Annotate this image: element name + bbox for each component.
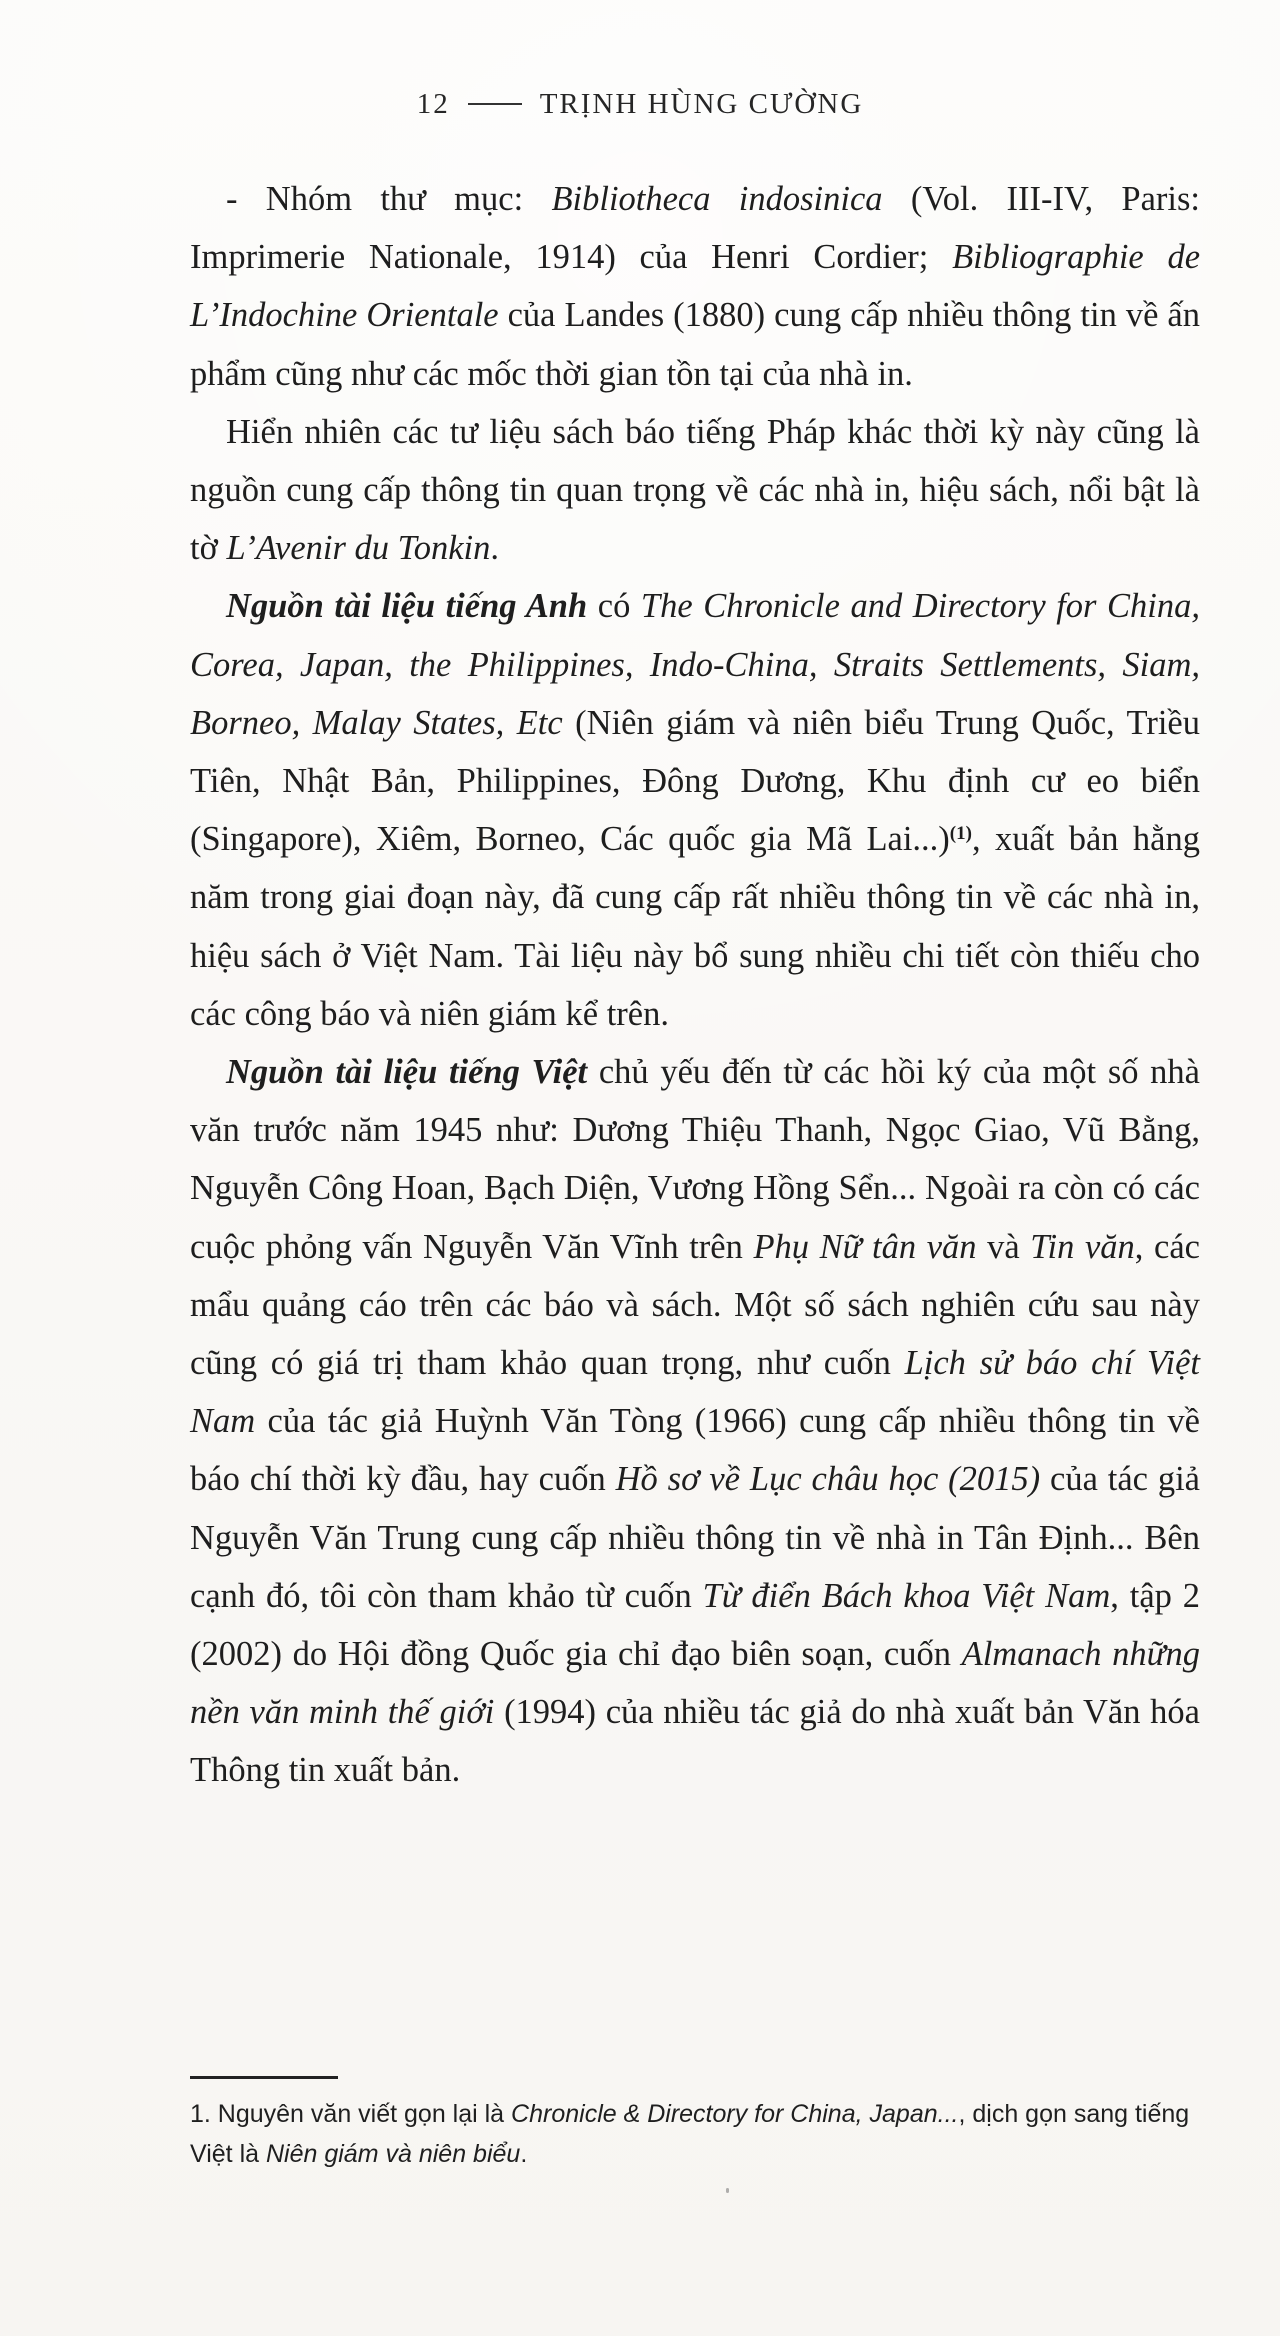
header-dash (468, 103, 522, 105)
book-title: Từ điển Bách khoa Việt Nam (702, 1576, 1111, 1615)
footnote-divider (190, 2076, 338, 2079)
text-run: và (976, 1227, 1031, 1266)
text-run: - Nhóm thư mục: (226, 180, 552, 218)
text-run: , dịch gọn sang tiếng Việt là (190, 2100, 1190, 2168)
text-run: . (490, 529, 499, 568)
footnote (190, 2094, 1200, 2174)
section-lead: Nguồn tài liệu tiếng Việt (226, 1053, 588, 1092)
footnote-title: Chronicle & Directory for China, Japan... (511, 2100, 959, 2128)
section-lead: Nguồn tài liệu tiếng Anh (226, 587, 588, 626)
paragraph-vietnamese-sources (190, 1043, 1200, 1800)
text-run: 1. Nguyên văn viết gọn lại là (190, 2100, 512, 2128)
book-title: The Chronicle and Directory for China, Corea, Japan, the Philippines, Indo-China, Straits Settlements, Siam, Borneo, Malay States, Etc (190, 587, 1201, 742)
text-run: của tác giả Nguyễn Văn Trung cung cấp nhiều thông tin về nhà in Tân Định... Bên cạnh đó, tôi còn tham khảo từ cuốn (190, 1460, 1200, 1615)
paragraph-english-sources (190, 577, 1200, 1043)
newspaper-title: L’Avenir du Tonkin (226, 529, 491, 568)
text-run: (Niên giám và niên biểu Trung Quốc, Triều Tiên, Nhật Bản, Philippines, Đông Dương, Khu định cư eo biển (Singapore), Xiêm, Borneo, Các quốc gia Mã Lai...) (190, 703, 1200, 859)
text-run: chủ yếu đến từ các hồi ký của một số nhà văn trước năm 1945 như: Dương Thiệu Thanh, Ngọc Giao, Vũ Bằng, Nguyễn Công Hoan, Bạch Diện, Vương Hồng Sển... Ngoài ra còn có các cuộc phỏng vấn Nguyễn Văn Vĩnh trên (190, 1053, 1200, 1266)
footnote-marker: (1) (949, 823, 972, 845)
paragraph-bibliography (190, 170, 1200, 403)
text-run: Hiển nhiên các tư liệu sách báo tiếng Pháp khác thời kỳ này cũng là nguồn cung cấp thông tin quan trọng về các nhà in, hiệu sách, nổi bật là tờ (190, 412, 1200, 568)
text-run: . (520, 2140, 528, 2168)
paragraph-french-sources (190, 403, 1200, 578)
text-run: của Landes (1880) cung cấp nhiều thông tin về ấn phẩm cũng như các mốc thời gian tồn tại của nhà in. (190, 296, 1200, 393)
text-run: , các mẩu quảng cáo trên các báo và sách. Một số sách nghiên cứu sau này cũng có giá trị tham khảo quan trọng, như cuốn (190, 1227, 1200, 1383)
footnote-title: Niên giám và niên biểu (265, 2140, 521, 2168)
text-run: của tác giả Huỳnh Văn Tòng (1966) cung cấp nhiều thông tin về báo chí thời kỳ đầu, hay cuốn (190, 1402, 1200, 1499)
book-title: Almanach những nền văn minh thế giới (190, 1635, 1200, 1732)
newspaper-title: Tin văn (1030, 1227, 1135, 1266)
newspaper-title: Phụ Nữ tân văn (753, 1227, 977, 1266)
book-title: Lịch sử báo chí Việt Nam (190, 1344, 1200, 1441)
paper-speck (726, 2188, 729, 2193)
text-run: (1994) của nhiều tác giả do nhà xuất bản Văn hóa Thông tin xuất bản. (190, 1693, 1200, 1790)
running-header (0, 88, 1280, 121)
text-run: (Vol. III-IV, Paris: Imprimerie Nationale, 1914) của Henri Cordier; (190, 180, 1200, 277)
body-text (190, 170, 1200, 1800)
page-number: 12 (416, 88, 450, 120)
text-run: , tập 2 (2002) do Hội đồng Quốc gia chỉ đạo biên soạn, cuốn (190, 1576, 1200, 1674)
book-title: Hồ sơ về Lục châu học (2015) (615, 1460, 1041, 1499)
text-run: , xuất bản hằng năm trong giai đoạn này, đã cung cấp rất nhiều thông tin về các nhà in, hiệu sách ở Việt Nam. Tài liệu này bổ sung nhiều chi tiết còn thiếu cho các công báo và niên giám kể trên. (190, 820, 1200, 1033)
book-title: Bibliographie de L’Indochine Orientale (190, 238, 1201, 335)
book-title: Bibliotheca indosinica (551, 180, 883, 218)
header-author: TRỊNH HÙNG CƯỜNG (539, 88, 864, 120)
text-run: có (587, 587, 641, 626)
